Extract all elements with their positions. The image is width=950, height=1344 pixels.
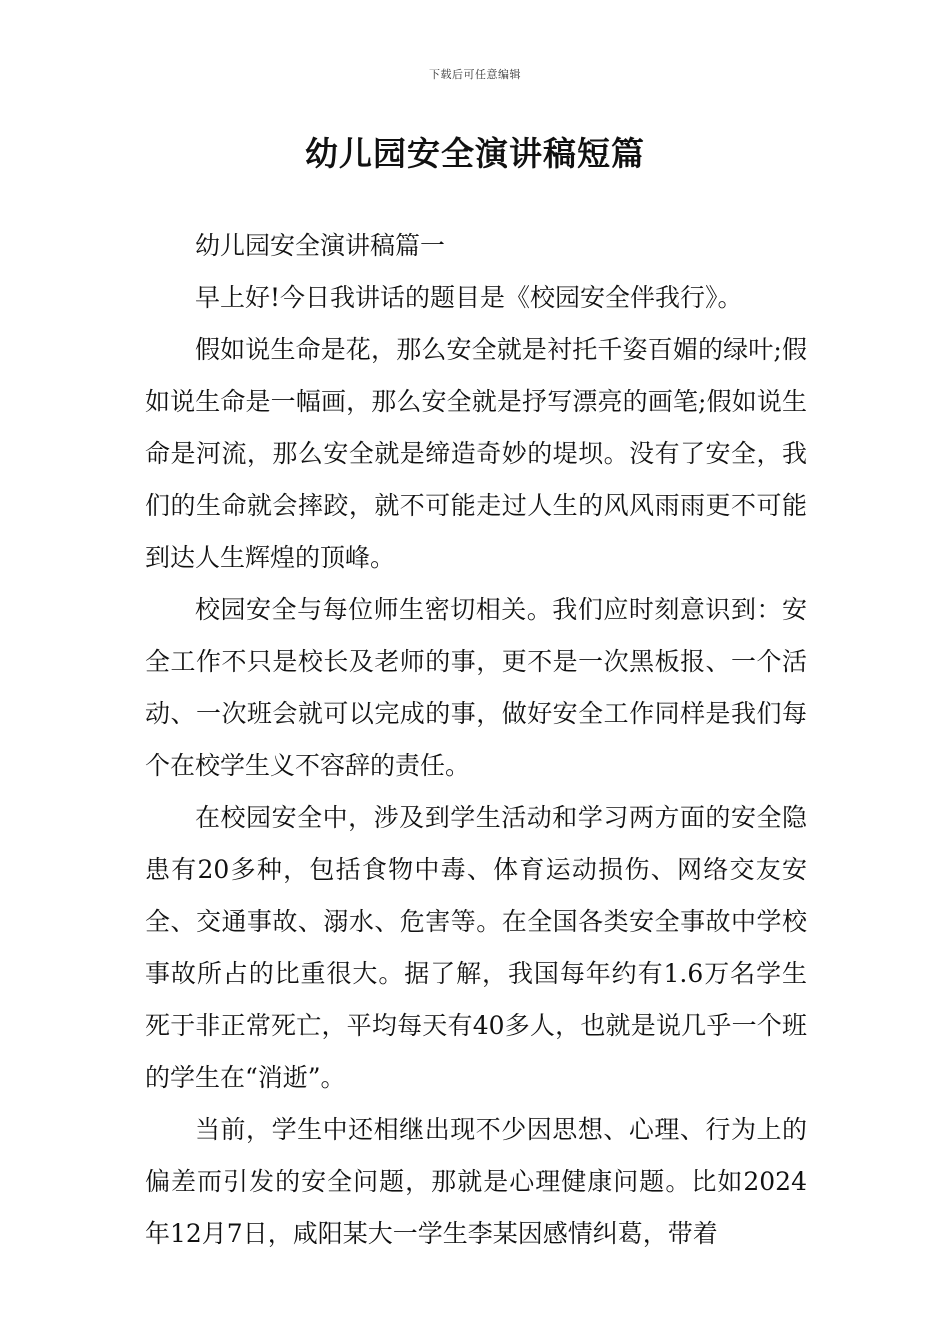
page-header-note: 下载后可任意编辑 [429,68,521,81]
paragraph-life-metaphor: 假如说生命是花，那么安全就是衬托千姿百媚的绿叶;假如说生命是一幅画，那么安全就是抒写漂亮的画笔;假如说生命是河流，那么安全就是缔造奇妙的堤坝。没有了安全，我们的生命就会摔跤，就不可能走过人生的风风雨雨更不可能到达人生辉煌的顶峰。 [145,335,807,572]
document-title: 幼儿园安全演讲稿短篇 [305,134,645,173]
document-body [145,220,807,1260]
paragraph-campus-safety: 校园安全与每位师生密切相关。我们应时刻意识到：安全工作不只是校长及老师的事，更不是一次黑板报、一个活动、一次班会就可以完成的事，做好安全工作同样是我们每个在校学生义不容辞的责任。 [145,595,807,780]
paragraph-safety-statistics: 在校园安全中，涉及到学生活动和学习两方面的安全隐患有20多种，包括食物中毒、体育运动损伤、网络交友安全、交通事故、溺水、危害等。在全国各类安全事故中学校事故所占的比重很大。据了解，我国每年约有1.6万名学生死于非正常死亡，平均每天有40多人，也就是说几乎一个班的学生在“消逝”。 [145,803,807,1092]
paragraph-section-heading: 幼儿园安全演讲稿篇一 [195,231,446,260]
paragraph-mental-health: 当前，学生中还相继出现不少因思想、心理、行为上的偏差而引发的安全问题，那就是心理健康问题。比如2024年12月7日，咸阳某大一学生李某因感情纠葛，带着 [145,1115,807,1248]
paragraph-greeting: 早上好!今日我讲话的题目是《校园安全伴我行》。 [195,283,743,312]
